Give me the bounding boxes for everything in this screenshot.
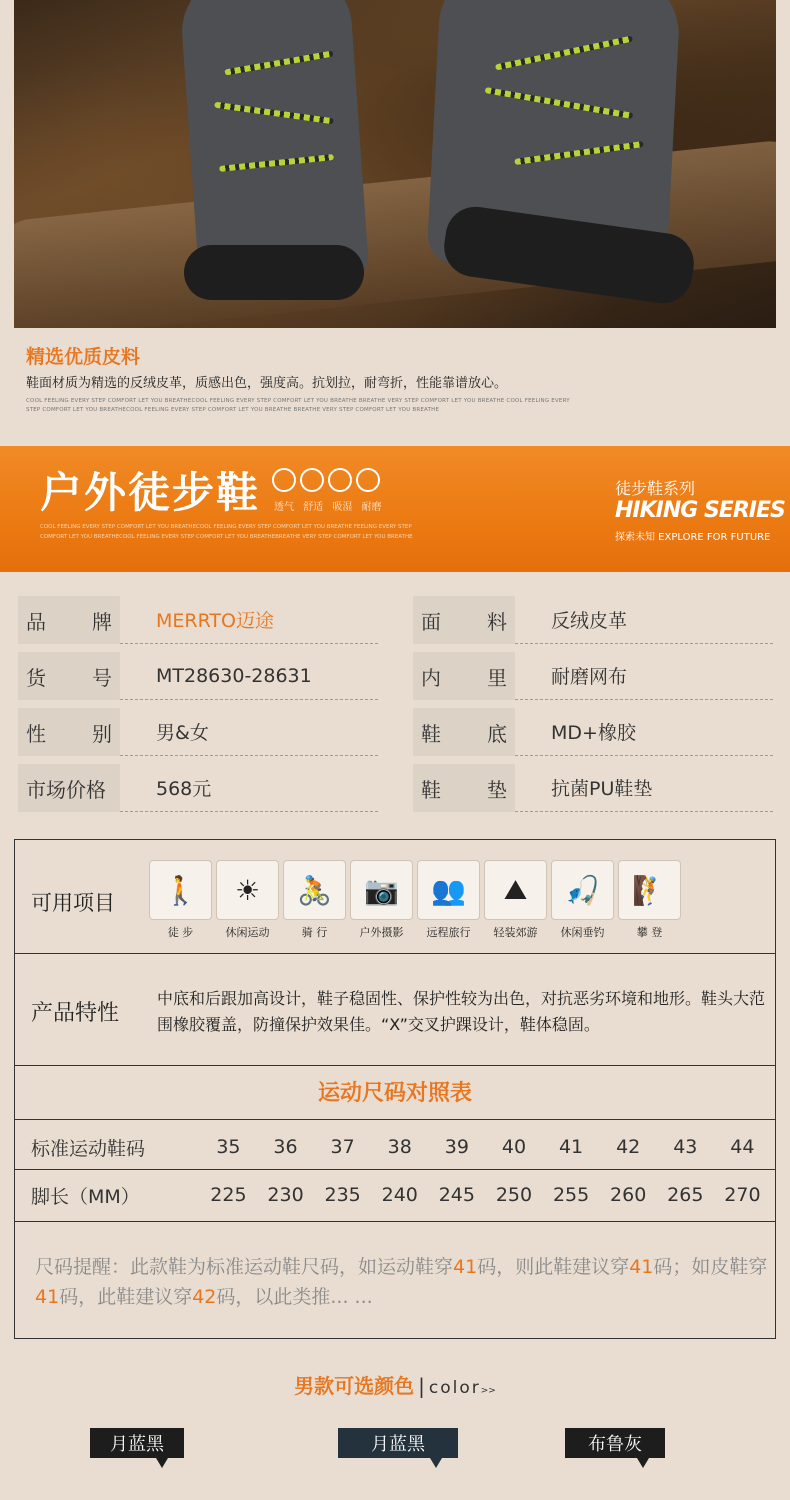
activity-item bbox=[417, 860, 480, 940]
activity-label: 远程旅行 bbox=[426, 926, 471, 939]
series-en: HIKING SERIES bbox=[615, 498, 785, 523]
activity-label: 休闲运动 bbox=[225, 926, 270, 939]
material-description: 鞋面材质为精选的反绒皮革，质感出色，强度高。抗划拉，耐弯折，性能靠谱放心。 bbox=[26, 376, 508, 391]
size-cell: 230 bbox=[267, 1184, 304, 1206]
chevron-right-icon: >> bbox=[480, 1386, 496, 1396]
banner-feature-icons bbox=[272, 468, 380, 492]
activity-item bbox=[618, 860, 681, 940]
spec-value-item-no: MT28630-28631 bbox=[120, 652, 378, 700]
spec-label bbox=[18, 596, 120, 644]
product-photo bbox=[14, 0, 776, 328]
size-cell: 37 bbox=[330, 1136, 355, 1158]
size-cell: 255 bbox=[552, 1184, 590, 1206]
size-cell: 38 bbox=[387, 1136, 412, 1158]
size-cell: 43 bbox=[673, 1136, 698, 1158]
color-section-title bbox=[0, 1370, 790, 1399]
size-cell: 250 bbox=[495, 1184, 533, 1206]
banner-english-text: COOL FEELING EVERY STEP COMFORT LET YOU BREATHECOOL FEELING EVERY STEP COMFORT LET YOU BREATHE FEELING EVERY STEP COMFORT LET YOU BREATHECOOL FEELING EVERY STEP COMFORT LET YOU BREATHEBREATHE VERY STEP COMFORT LET YOU BREATHE bbox=[40, 524, 413, 540]
color-title-en: color bbox=[428, 1378, 481, 1398]
size-table-title: 运动尺码对照表 bbox=[317, 1081, 472, 1106]
size-cell: 240 bbox=[381, 1184, 418, 1206]
size-row-label: 脚长（MM） bbox=[31, 1185, 140, 1208]
spec-row-insole bbox=[413, 764, 773, 812]
divider bbox=[15, 1221, 775, 1222]
travel-group-icon: 👥 bbox=[417, 860, 480, 920]
spec-value-lining: 耐磨网布 bbox=[515, 652, 773, 700]
size-cell: 260 bbox=[610, 1184, 647, 1206]
spec-value-gender: 男&女 bbox=[120, 708, 378, 756]
size-reminder bbox=[35, 1252, 775, 1312]
activity-label: 攀 登 bbox=[636, 926, 663, 939]
feature-word: 吸湿 bbox=[332, 502, 353, 513]
spec-label-char: 货 bbox=[26, 665, 46, 690]
spec-label bbox=[18, 708, 120, 756]
size-cell: 44 bbox=[730, 1136, 755, 1158]
spec-label-char: 料 bbox=[487, 609, 507, 634]
size-cell: 39 bbox=[444, 1136, 469, 1158]
activity-item bbox=[350, 860, 413, 940]
note-text: 码，以此类推... ... bbox=[216, 1286, 373, 1308]
banner-title: 户外徒步鞋 bbox=[40, 468, 261, 517]
spec-row-item-no bbox=[18, 652, 378, 700]
explore-slogan: 探索未知 EXPLORE FOR FUTURE bbox=[615, 532, 771, 543]
feature-box bbox=[14, 839, 776, 1339]
size-cell: 36 bbox=[273, 1136, 298, 1158]
divider bbox=[15, 1065, 775, 1066]
size-row-label: 标准运动鞋码 bbox=[31, 1137, 146, 1160]
photo-sole-left bbox=[184, 245, 364, 300]
divider bbox=[15, 1169, 775, 1170]
series-cn: 徒步鞋系列 bbox=[615, 479, 696, 498]
moisture-icon bbox=[328, 468, 352, 492]
size-row-standard bbox=[31, 1131, 771, 1163]
banner-feature-words bbox=[274, 498, 382, 513]
activity-label: 休闲垂钓 bbox=[560, 926, 605, 939]
spec-label-char: 性 bbox=[26, 721, 46, 746]
spec-label-char: 里 bbox=[487, 665, 507, 690]
activity-label: 徒 步 bbox=[167, 926, 194, 939]
material-title: 精选优质皮料 bbox=[26, 346, 141, 368]
spec-row-price bbox=[18, 764, 378, 812]
spec-row-fabric bbox=[413, 596, 773, 644]
note-text: 码，此鞋建议穿 bbox=[59, 1286, 193, 1308]
cycling-icon: 🚴 bbox=[283, 860, 346, 920]
feature-word: 透气 bbox=[274, 502, 294, 513]
product-feature-text: 中底和后跟加高设计，鞋子稳固性、保护性较为出色，对抗恶劣环境和地形。鞋头大范围橡胶覆盖，防撞保护效果佳。“X”交叉护踝设计，鞋体稳固。 bbox=[157, 989, 766, 1034]
size-cell: 270 bbox=[724, 1184, 761, 1206]
comfort-icon bbox=[300, 468, 324, 492]
spec-label-char: 面 bbox=[421, 609, 441, 634]
wear-resistant-icon bbox=[356, 468, 380, 492]
feature-word: 耐磨 bbox=[361, 502, 382, 513]
spec-label bbox=[18, 652, 120, 700]
size-cell: 41 bbox=[558, 1136, 584, 1158]
spec-value-brand: MERRTO迈途 bbox=[120, 596, 378, 644]
activity-item bbox=[283, 860, 346, 940]
breathable-icon bbox=[272, 468, 296, 492]
activity-item bbox=[551, 860, 614, 940]
fishing-icon: 🎣 bbox=[551, 860, 614, 920]
color-title-separator: | bbox=[418, 1374, 425, 1398]
spec-label-char: 内 bbox=[421, 665, 441, 690]
note-text: 码，则此鞋建议穿 bbox=[477, 1256, 630, 1278]
spec-label-char: 鞋 bbox=[421, 721, 441, 746]
activity-label: 轻装郊游 bbox=[493, 926, 538, 939]
size-row-foot-length bbox=[31, 1179, 771, 1211]
available-items bbox=[149, 860, 681, 940]
note-text: 尺码提醒：此款鞋为标准运动鞋尺码，如运动鞋穿 bbox=[35, 1256, 454, 1278]
color-option-2[interactable]: 月蓝黑 bbox=[338, 1428, 458, 1458]
note-highlight: 41 bbox=[629, 1256, 654, 1278]
activity-item bbox=[149, 860, 212, 940]
available-label: 可用项目 bbox=[31, 891, 115, 915]
leisure-sport-icon: ☀ bbox=[216, 860, 279, 920]
spec-value-sole: MD+橡胶 bbox=[515, 708, 773, 756]
climbing-icon: 🧗 bbox=[618, 860, 681, 920]
spec-label-char: 垫 bbox=[487, 777, 507, 802]
outing-icon: ⛰ bbox=[484, 860, 547, 920]
color-option-3[interactable]: 布鲁灰 bbox=[565, 1428, 665, 1458]
activity-label: 骑 行 bbox=[301, 926, 328, 939]
hiking-icon: 🚶 bbox=[149, 860, 212, 920]
size-cell: 235 bbox=[324, 1184, 361, 1206]
size-cell: 225 bbox=[210, 1184, 247, 1206]
note-highlight: 41 bbox=[35, 1286, 60, 1308]
spec-label bbox=[413, 708, 515, 756]
photography-icon: 📷 bbox=[350, 860, 413, 920]
material-english-text: COOL FEELING EVERY STEP COMFORT LET YOU BREATHECOOL FEELING EVERY STEP COMFORT LET YOU BREATHE BREATHE VERY STEP COMFORT LET YOU BREATHE COOL FEELING EVERY STEP COMFORT LET YOU BREATHECOOL FEELING EVERY STEP COMFORT LET YOU BREATHE BREATHE VERY STEP COMFORT LET YOU BREATHE bbox=[26, 398, 570, 413]
spec-row-brand bbox=[18, 596, 378, 644]
spec-label-price: 市场价格 bbox=[18, 764, 120, 812]
activity-item bbox=[216, 860, 279, 940]
spec-label bbox=[413, 764, 515, 812]
spec-label-char: 底 bbox=[487, 721, 507, 746]
spec-row-sole bbox=[413, 708, 773, 756]
spec-label bbox=[413, 596, 515, 644]
size-cell: 40 bbox=[501, 1136, 527, 1158]
product-feature-label: 产品特性 bbox=[31, 1001, 120, 1026]
activity-item bbox=[484, 860, 547, 940]
divider bbox=[15, 1119, 775, 1120]
color-option-1[interactable]: 月蓝黑 bbox=[90, 1428, 184, 1458]
feature-word: 舒适 bbox=[303, 502, 324, 513]
size-cell: 245 bbox=[438, 1184, 475, 1206]
note-text: 码；如皮鞋穿 bbox=[653, 1256, 768, 1278]
spec-label-char: 牌 bbox=[92, 609, 112, 634]
note-highlight: 41 bbox=[453, 1256, 478, 1278]
divider bbox=[15, 953, 775, 954]
spec-label-char: 别 bbox=[92, 721, 112, 746]
spec-value-insole: 抗菌PU鞋垫 bbox=[515, 764, 773, 812]
spec-row-gender bbox=[18, 708, 378, 756]
spec-label bbox=[413, 652, 515, 700]
spec-row-lining bbox=[413, 652, 773, 700]
hiking-banner bbox=[0, 446, 790, 572]
spec-value-fabric: 反绒皮革 bbox=[515, 596, 773, 644]
color-title-cn: 男款可选颜色 bbox=[294, 1374, 415, 1398]
spec-label-char: 品 bbox=[26, 609, 46, 634]
activity-label: 户外摄影 bbox=[359, 926, 404, 939]
spec-label-char: 号 bbox=[92, 665, 112, 690]
size-cell: 35 bbox=[216, 1136, 241, 1158]
spec-label-char: 鞋 bbox=[421, 777, 441, 802]
note-highlight: 42 bbox=[192, 1286, 217, 1308]
size-cell: 42 bbox=[616, 1136, 641, 1158]
size-cell: 265 bbox=[667, 1184, 704, 1206]
spec-value-price: 568元 bbox=[120, 764, 378, 812]
